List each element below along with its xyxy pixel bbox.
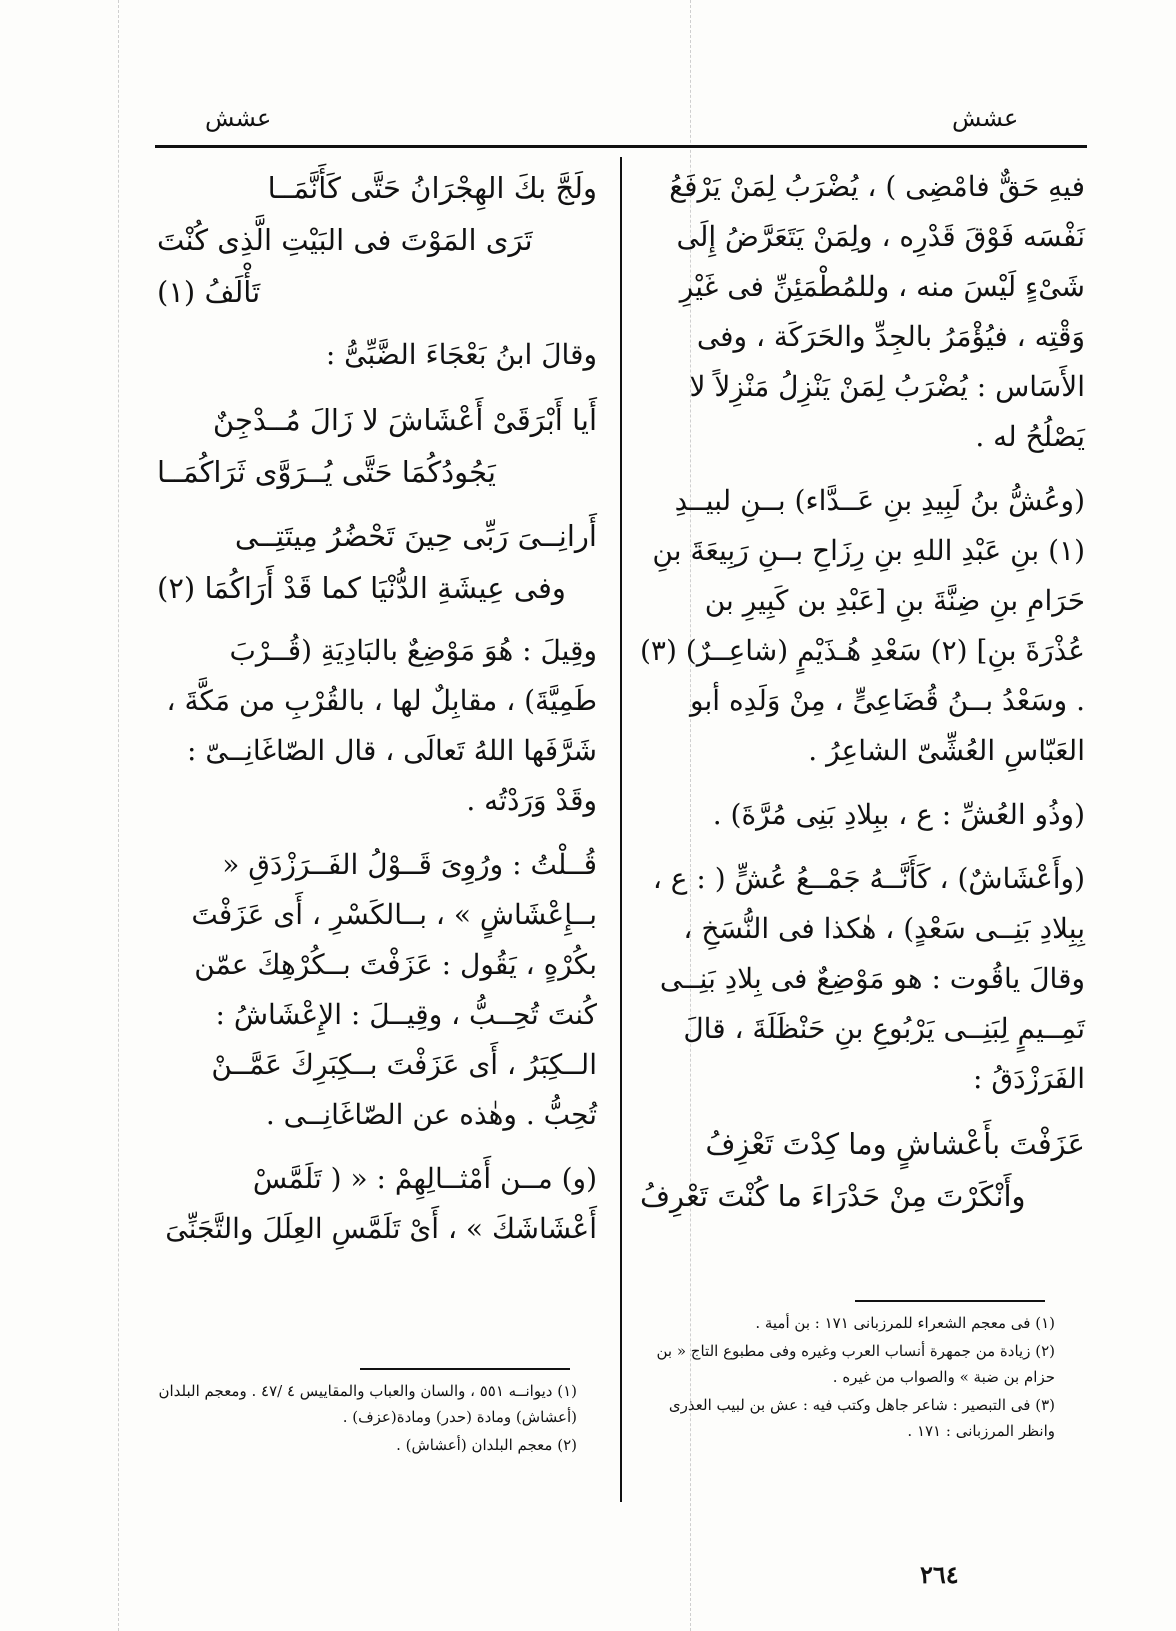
verse-hemistich: تَرَى المَوْتَ فى البَيْتِ الَّذِى كُنْتَ تَأْلَفُ (١) [157,223,533,309]
entry-paragraph: (وذُو العُشِّ : ع ، ببِلادِ بَنِى مُرَّةَ) . [712,798,1085,831]
entry-paragraph: قُــلْتُ : ورُوِىَ قَــوْلُ الفَــرَزْدَقِ « بــإِعْشَاشٍ » ، بــالكَسْرِ ، أَى عَزَفْتَ بكُرْهٍ ، يَقُول : عَزَفْتَ بــكُرْهِكَ عمّن كُنتَ تُحِــبُّ ، وقِيــلَ : الإِعْشَاشُ : الــكِبَرُ ، أَى عَزَفْتَ بــكِبَرِكَ عَمَّــنْ تُحِبُّ . وهٰذه عن الصّاغَانِــى . [191,848,597,1131]
verse-hemistich: ولَجَّ بكَ الهِجْرَانُ حَتَّى كَأَنَّمَــا [267,171,597,205]
verse-intro: وقالَ ابنُ بَعْجَاءَ الضَّبِّىُّ : [325,338,597,371]
poem-verse [157,162,597,318]
footnote: (١) ديوانــه ٥٥١ ، والسان والعباب والمقاييس ٤ /٤٧ . ومعجم البلدان (أعشاش) ومادة (حدر) ومادة(عزف) . [158,1382,577,1426]
footnote: (٢) زيادة من جمهرة أنساب العرب وغيره وفى مطبوع التاج « بن حزام بن ضبة » والصواب من غيره . [656,1342,1055,1386]
column-divider [620,157,622,1502]
verse-hemistich: أَرانِــىَ رَبِّى حِينَ تَحْضُرُ مِيتَتِــى [234,519,597,553]
footnote-rule [855,1300,1045,1302]
entry-paragraph: (وأَعْشَاشٌ) ، كَأَنَّــهُ جَمْــعُ عُشٍّ ( : ع ، بِبِلادِ بَنِــى سَعْدٍ) ، هٰكذا فى النُّسَخِ ، وقالَ ياقُوت : هو مَوْضِعٌ فى بِلادِ بَنِــى تَمِــيمٍ لِبَنِــى يَرْبُوعِ بنِ حَنْظَلَةَ ، قالَ الفَرَزْدَقُ : [652,862,1085,1095]
scan-guide-line [118,0,119,1631]
right-footnotes [640,1310,1055,1446]
verse-hemistich: وفى عِيشَةِ الدُّنْيَا كما قَدْ أَرَاكُمَا (٢) [157,571,566,605]
entry-paragraph: (و) مــن أَمْثــالِهِمْ : « ( تَلَمَّسْ أَعْشَاشَكَ » ، أَىْ تَلَمَّسِ العِلَلَ والتَّجَنِّىَ [165,1162,597,1245]
footnote: (١) فى معجم الشعراء للمرزبانى ١٧١ : بن أمية . [755,1314,1055,1332]
poem-verse [157,510,597,614]
footnote: (٢) معجم البلدان (أعشاش) . [396,1436,577,1454]
poem-verse [157,394,597,498]
entry-paragraph: فيهِ حَقٌّ فامْضِى ) ، يُضْرَبُ لِمَنْ يَرْفَعُ نَفْسَه فَوْقَ قَدْرِه ، ولِمَنْ يَتَعَرَّضُ إِلَى شَىْءٍ لَيْسَ منه ، وللمُطْمَئِنِّ فى غَيْرِ وَقْتِه ، فيُؤْمَرُ بالجِدِّ والحَرَكَة ، وفى الأَسَاس : يُضْرَبُ لِمَنْ يَنْزِلُ مَنْزِلاً لا يَصْلُحُ له . [669,170,1085,453]
left-footnotes [157,1378,577,1460]
verse-hemistich: يَجُودُكُمَا حَتَّى يُــرَوَّى ثَرَاكُمَــا [157,455,496,489]
right-column [640,162,1085,1234]
verse-hemistich: أَيا أَبْرَقَىْ أَعْشَاشَ لا زَالَ مُــدْجِنٌ [212,403,597,437]
right-running-headword: عشش [952,104,1019,132]
footnote-rule [360,1368,570,1370]
left-running-headword: عشش [205,104,272,132]
verse-hemistich: عَزَفْتَ بأَعْشاشٍ وما كِدْتَ تَعْزِفُ [705,1127,1085,1161]
footnote: (٣) فى التبصير : شاعر جاهل وكتب فيه : عش بن لبيب العذرى وانظر المرزبانى : ١٧١ . [668,1396,1055,1440]
entry-paragraph: وقِيلَ : هُوَ مَوْضِعٌ بالبَادِيَةِ (قُــرْبَ طَمِيَّةَ) ، مقابِلٌ لها ، بالقُرْبِ من مَكَّةَ ، شَرَّفَها اللهُ تَعالَى ، قال الصّاغَانِــىّ : وقَدْ وَرَدْتُه . [166,634,597,817]
poem-verse [640,1118,1085,1222]
entry-paragraph: (وعُشُّ بنُ لَبِيدِ بنِ عَــدَّاء) بــنِ لبيــدِ (١) بنِ عَبْدِ اللهِ بنِ رِزَاحِ بــنِ رَبِيعَةَ بنِ حَرَامِ بنِ ضِنَّةَ بنِ [عَبْدِ بن كَبِيرِ بن عُذْرَةَ بنِ] (٢) سَعْدِ هُـذَيْمٍ (شاعِــرٌ) (٣) . وسَعْدُ بــنُ قُضَاعِىٍّ ، مِنْ وَلَدِه أبو العَبّاسِ العُشِّىّ الشاعِرُ . [639,484,1085,767]
verse-hemistich: وأَنْكَرْتَ مِنْ حَدْرَاءَ ما كُنْتَ تَعْرِفُ [640,1179,1026,1213]
left-column [157,162,597,1268]
header-rule [155,145,1087,148]
page-number: ٢٦٤ [920,1560,959,1589]
